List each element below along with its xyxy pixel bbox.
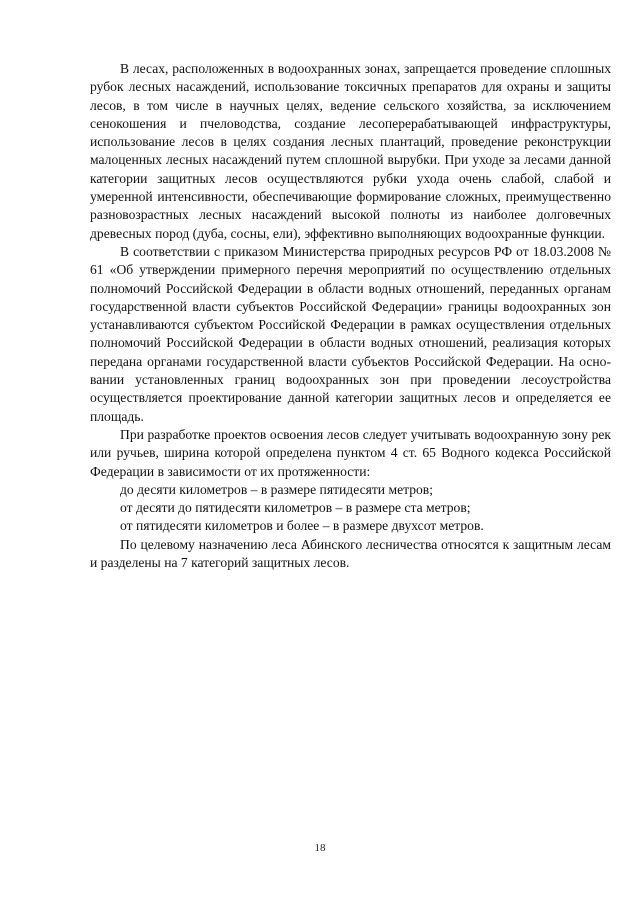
paragraph-ministry-order: В соответствии с приказом Министерства природных ресурсов РФ от 18.03.2008 № 61 «Об утверждении примерного перечня мероприятий по осуществлению отдельных полномочий Российской Федерации в области водных отношений, переданных органам государственной власти субъектов Российской Федерации» границы водоохранных зон устанавливаются субъектом Российской Федерации в рамках осуществления отдельных полномочий Российской Федерации в области водных отношений, реализация которых передана органами государственной власти субъектов Российской Федерации. На основании установленных границ водоохранных зон при проведении лесоустройства осуществляется проектирование данной категории защитных лесов и определяется ее площадь. — [90, 243, 611, 424]
list-item: до десяти километров – в размере пятидесяти метров; — [120, 481, 434, 497]
document-body — [90, 60, 611, 572]
list-item: от пятидесяти километров и более – в размере двухсот метров. — [120, 518, 484, 534]
list-item: от десяти до пятидесяти километров – в размере ста метров; — [120, 500, 471, 516]
paragraph-forest-categories: По целевому назначению леса Абинского лесничества относятся к защитным лесам и разделены на 7 категорий защитных лесов. — [90, 536, 611, 571]
page-number: 18 — [314, 842, 326, 854]
paragraph-water-protection-restrictions: В лесах, расположенных в водоохранных зонах, запрещается проведение сплошных рубок лесных насаждений, использование токсичных препаратов для охраны и защиты лесов, в том числе в научных целях, ведение сельского хозяйства, за исключением сенокошения и пчеловодства, создание лесоперерабатывающей инфраструктуры, использование лесов в целях создания лесных плантаций, проведение реконструкции малоценных лесных насаждений путем сплошной вырубки. При уходе за лесами данной категории защитных лесов осуществляются рубки ухода очень слабой, слабой и умеренной интенсивности, обеспечивающие формирование сложных, преимущественно разновозрастных лесных насаждений высокой полноты из наиболее долговечных древесных пород (дуба, сосны, ели), эффективно выполняющих водоохранные функции. — [90, 61, 611, 241]
paragraph-water-zone-width: При разработке проектов освоения лесов следует учитывать водоохранную зону рек или ручьев, ширина которой определена пунктом 4 ст. 65 Водного кодекса Российской Федерации в зависимости от их протяженности: — [90, 426, 611, 479]
